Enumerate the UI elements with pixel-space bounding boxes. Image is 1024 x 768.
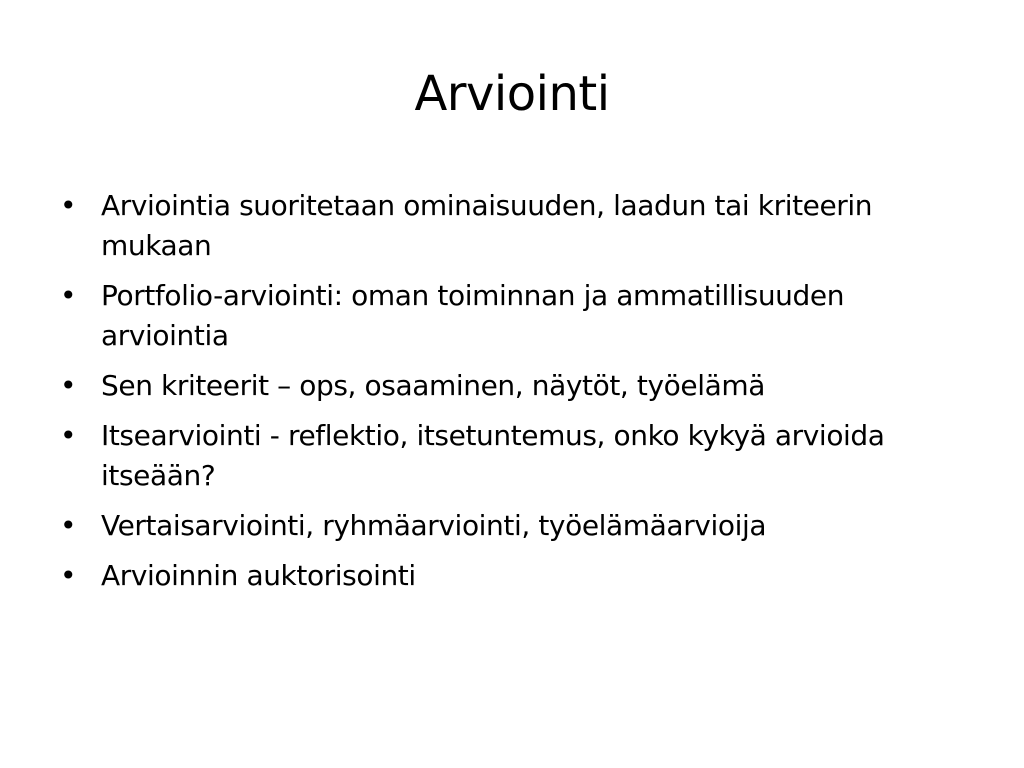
- bullet-icon: •: [60, 189, 77, 222]
- bullet-item: [60, 506, 970, 546]
- bullet-item: [60, 186, 970, 266]
- bullet-icon: •: [60, 279, 77, 312]
- bullet-text: Arviointia suoritetaan ominaisuuden, laadun tai kriteerin mukaan: [101, 189, 873, 262]
- bullet-text: Arvioinnin auktorisointi: [101, 559, 416, 592]
- bullet-icon: •: [60, 419, 77, 452]
- bullet-text: Sen kriteerit – ops, osaaminen, näytöt, työelämä: [101, 369, 765, 402]
- bullet-item: [60, 276, 970, 356]
- bullet-list: [60, 186, 970, 606]
- slide-title: Arviointi: [414, 66, 610, 122]
- bullet-text: Vertaisarviointi, ryhmäarviointi, työelämäarvioija: [101, 509, 767, 542]
- bullet-icon: •: [60, 369, 77, 402]
- bullet-item: [60, 556, 970, 596]
- bullet-item: [60, 416, 970, 496]
- bullet-text: Itsearviointi - reflektio, itsetuntemus, onko kykyä arvioida itseään?: [101, 419, 885, 492]
- bullet-icon: •: [60, 509, 77, 542]
- bullet-icon: •: [60, 559, 77, 592]
- bullet-text: Portfolio-arviointi: oman toiminnan ja ammatillisuuden arviointia: [101, 279, 845, 352]
- bullet-item: [60, 366, 970, 406]
